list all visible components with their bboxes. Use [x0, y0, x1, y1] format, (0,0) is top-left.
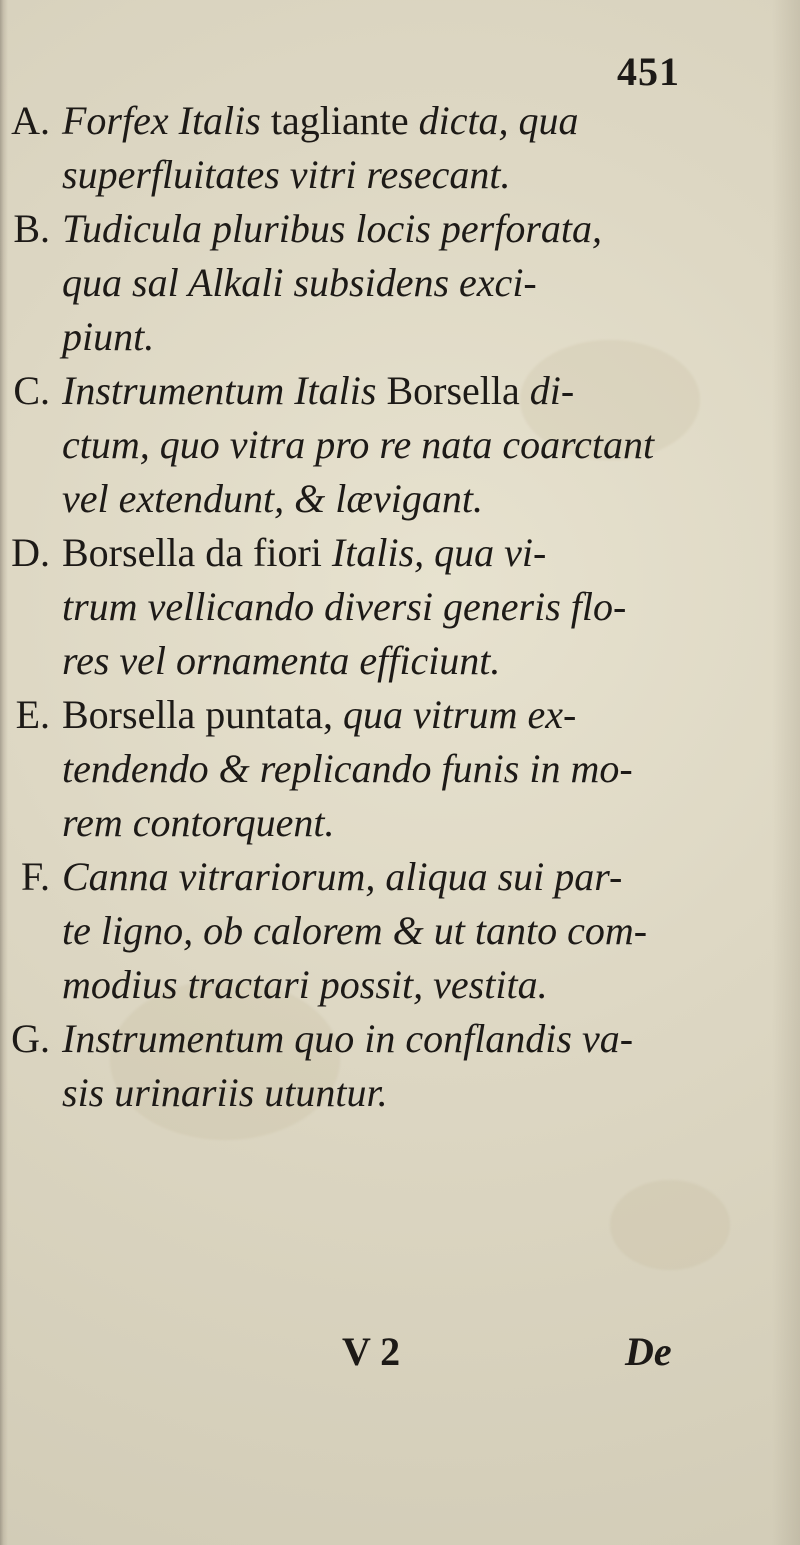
entry-line: [62, 418, 780, 472]
entry-line: [62, 364, 780, 418]
line-text: trum vellicando diversi generis flo-: [62, 584, 627, 629]
entry-item: [0, 94, 800, 202]
entry-line: [62, 634, 780, 688]
line-text: tagliante: [260, 98, 419, 143]
entry-line: [62, 256, 780, 310]
line-text: te ligno, ob calorem & ut tanto com-: [62, 908, 648, 953]
entry-line: [62, 904, 780, 958]
entry-item: [0, 850, 800, 1012]
line-text: Canna vitrariorum, aliqua sui par-: [62, 854, 623, 899]
entry-line: [62, 310, 780, 364]
line-text: dicta, qua: [418, 98, 579, 143]
entry-item: [0, 688, 800, 850]
line-text: qua sal Alkali subsidens exci-: [62, 260, 537, 305]
entry-letter: G.: [11, 1016, 50, 1061]
entry-line: [62, 472, 780, 526]
entry-item: [0, 1012, 800, 1120]
entry-line: [62, 742, 780, 796]
entry-letter: E.: [15, 692, 50, 737]
line-text: Forfex Italis: [62, 98, 261, 143]
line-text: vel extendunt, & lævigant.: [62, 476, 483, 521]
line-text: Borsella puntata,: [62, 692, 344, 737]
line-text: ctum, quo vitra pro re nata coarctant: [62, 422, 655, 467]
entry-item: [0, 526, 800, 688]
line-text: Italis, qua vi-: [331, 530, 547, 575]
line-text: sis urinariis utuntur.: [62, 1070, 388, 1115]
entry-line: [62, 958, 780, 1012]
line-text: rem contorquent.: [62, 800, 335, 845]
line-text: di-: [519, 368, 575, 413]
line-text: tendendo & replicando funis in mo-: [62, 746, 633, 791]
entry-item: [0, 202, 800, 364]
entry-line: [62, 148, 780, 202]
entry-letter: A.: [11, 98, 50, 143]
entry-line: [62, 580, 780, 634]
entry-line: [62, 688, 780, 742]
entry-line: [62, 850, 780, 904]
line-text: Instrumentum Italis: [62, 368, 387, 413]
entry-item: [0, 364, 800, 526]
line-text: piunt.: [62, 314, 155, 359]
line-text: Tudicula pluribus locis perforata,: [62, 206, 603, 251]
entry-line: [62, 1066, 780, 1120]
footer-row: [0, 1328, 800, 1384]
entry-line: [62, 1012, 780, 1066]
line-text: modius tractari possit, vestita.: [62, 962, 548, 1007]
line-text: superfluitates vitri resecant.: [62, 152, 511, 197]
entry-letter: B.: [13, 206, 50, 251]
paper-stain: [610, 1180, 730, 1270]
entry-line: [62, 202, 780, 256]
line-text: qua vitrum ex-: [343, 692, 577, 737]
entry-letter: D.: [11, 530, 50, 575]
catchword: De: [625, 1329, 672, 1374]
line-text: Instrumentum quo in conflandis va-: [62, 1016, 634, 1061]
line-text: Borsella: [386, 368, 520, 413]
entry-line: [62, 526, 780, 580]
entry-line: [62, 796, 780, 850]
entry-line: [62, 94, 780, 148]
entry-list: [0, 94, 800, 1120]
line-text: Borsella da fiori: [62, 530, 332, 575]
line-text: res vel ornamenta efficiunt.: [62, 638, 501, 683]
page-number: 451: [617, 49, 680, 94]
signature-mark: V 2: [342, 1329, 401, 1374]
entry-letter: F.: [20, 854, 50, 899]
entry-letter: C.: [13, 368, 50, 413]
